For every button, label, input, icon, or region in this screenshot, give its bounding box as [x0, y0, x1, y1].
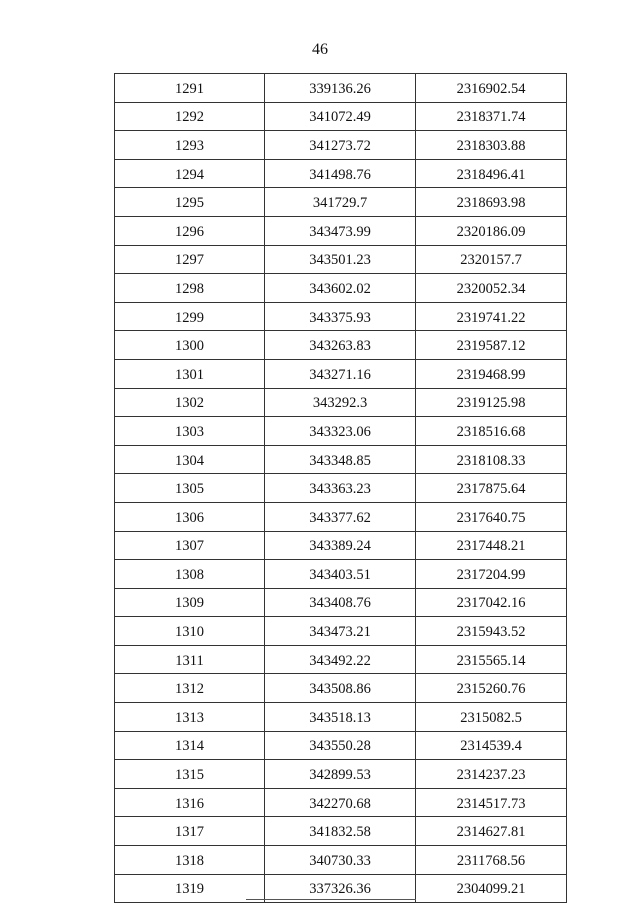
y-coordinate-cell: 2317204.99 — [416, 560, 567, 589]
table-row — [115, 560, 567, 589]
table-row — [115, 131, 567, 160]
y-coordinate-cell: 2319741.22 — [416, 302, 567, 331]
point-id-cell: 1318 — [115, 846, 265, 875]
table-row — [115, 788, 567, 817]
y-coordinate-cell: 2314627.81 — [416, 817, 567, 846]
y-coordinate-cell: 2318693.98 — [416, 188, 567, 217]
x-coordinate-cell: 342899.53 — [265, 760, 416, 789]
y-coordinate-cell: 2319125.98 — [416, 388, 567, 417]
point-id-cell: 1298 — [115, 274, 265, 303]
y-coordinate-cell: 2317448.21 — [416, 531, 567, 560]
x-coordinate-cell: 343602.02 — [265, 274, 416, 303]
x-coordinate-cell: 343501.23 — [265, 245, 416, 274]
table-row — [115, 474, 567, 503]
x-coordinate-cell: 343403.51 — [265, 560, 416, 589]
point-id-cell: 1308 — [115, 560, 265, 589]
bottom-rule — [246, 899, 416, 900]
x-coordinate-cell: 343375.93 — [265, 302, 416, 331]
x-coordinate-cell: 337326.36 — [265, 874, 416, 903]
x-coordinate-cell: 343389.24 — [265, 531, 416, 560]
x-coordinate-cell: 343377.62 — [265, 502, 416, 531]
x-coordinate-cell: 343408.76 — [265, 588, 416, 617]
y-coordinate-cell: 2315260.76 — [416, 674, 567, 703]
table-row — [115, 760, 567, 789]
y-coordinate-cell: 2318108.33 — [416, 445, 567, 474]
x-coordinate-cell: 341498.76 — [265, 159, 416, 188]
table-row — [115, 388, 567, 417]
point-id-cell: 1307 — [115, 531, 265, 560]
table-row — [115, 645, 567, 674]
point-id-cell: 1293 — [115, 131, 265, 160]
table-row — [115, 731, 567, 760]
x-coordinate-cell: 341072.49 — [265, 102, 416, 131]
x-coordinate-cell: 343473.99 — [265, 216, 416, 245]
y-coordinate-cell: 2320157.7 — [416, 245, 567, 274]
table-row — [115, 674, 567, 703]
point-id-cell: 1296 — [115, 216, 265, 245]
table-row — [115, 274, 567, 303]
x-coordinate-cell: 342270.68 — [265, 788, 416, 817]
point-id-cell: 1309 — [115, 588, 265, 617]
point-id-cell: 1310 — [115, 617, 265, 646]
y-coordinate-cell: 2317875.64 — [416, 474, 567, 503]
table-body — [115, 74, 567, 903]
table-row — [115, 817, 567, 846]
y-coordinate-cell: 2318516.68 — [416, 417, 567, 446]
y-coordinate-cell: 2315943.52 — [416, 617, 567, 646]
point-id-cell: 1319 — [115, 874, 265, 903]
point-id-cell: 1292 — [115, 102, 265, 131]
table-row — [115, 531, 567, 560]
table-row — [115, 74, 567, 103]
table-row — [115, 417, 567, 446]
x-coordinate-cell: 343508.86 — [265, 674, 416, 703]
y-coordinate-cell: 2318303.88 — [416, 131, 567, 160]
point-id-cell: 1297 — [115, 245, 265, 274]
point-id-cell: 1312 — [115, 674, 265, 703]
point-id-cell: 1317 — [115, 817, 265, 846]
x-coordinate-cell: 343348.85 — [265, 445, 416, 474]
table-row — [115, 359, 567, 388]
y-coordinate-cell: 2320052.34 — [416, 274, 567, 303]
x-coordinate-cell: 343473.21 — [265, 617, 416, 646]
x-coordinate-cell: 339136.26 — [265, 74, 416, 103]
y-coordinate-cell: 2317042.16 — [416, 588, 567, 617]
point-id-cell: 1301 — [115, 359, 265, 388]
point-id-cell: 1291 — [115, 74, 265, 103]
point-id-cell: 1316 — [115, 788, 265, 817]
point-id-cell: 1295 — [115, 188, 265, 217]
x-coordinate-cell: 341729.7 — [265, 188, 416, 217]
y-coordinate-cell: 2311768.56 — [416, 846, 567, 875]
point-id-cell: 1294 — [115, 159, 265, 188]
y-coordinate-cell: 2315565.14 — [416, 645, 567, 674]
point-id-cell: 1305 — [115, 474, 265, 503]
x-coordinate-cell: 343323.06 — [265, 417, 416, 446]
x-coordinate-cell: 343550.28 — [265, 731, 416, 760]
y-coordinate-cell: 2319587.12 — [416, 331, 567, 360]
x-coordinate-cell: 343271.16 — [265, 359, 416, 388]
y-coordinate-cell: 2319468.99 — [416, 359, 567, 388]
point-id-cell: 1311 — [115, 645, 265, 674]
table-row — [115, 188, 567, 217]
point-id-cell: 1299 — [115, 302, 265, 331]
point-id-cell: 1302 — [115, 388, 265, 417]
y-coordinate-cell: 2315082.5 — [416, 703, 567, 732]
point-id-cell: 1314 — [115, 731, 265, 760]
table-row — [115, 245, 567, 274]
table-row — [115, 502, 567, 531]
y-coordinate-cell: 2317640.75 — [416, 502, 567, 531]
y-coordinate-cell: 2314539.4 — [416, 731, 567, 760]
table-row — [115, 703, 567, 732]
x-coordinate-cell: 340730.33 — [265, 846, 416, 875]
point-id-cell: 1315 — [115, 760, 265, 789]
x-coordinate-cell: 341832.58 — [265, 817, 416, 846]
coordinate-table — [114, 73, 567, 903]
y-coordinate-cell: 2304099.21 — [416, 874, 567, 903]
point-id-cell: 1303 — [115, 417, 265, 446]
point-id-cell: 1304 — [115, 445, 265, 474]
page-number: 46 — [312, 41, 328, 58]
table-row — [115, 302, 567, 331]
x-coordinate-cell: 343363.23 — [265, 474, 416, 503]
table-row — [115, 159, 567, 188]
y-coordinate-cell: 2320186.09 — [416, 216, 567, 245]
table-row — [115, 102, 567, 131]
y-coordinate-cell: 2314237.23 — [416, 760, 567, 789]
point-id-cell: 1306 — [115, 502, 265, 531]
x-coordinate-cell: 343492.22 — [265, 645, 416, 674]
table-row — [115, 445, 567, 474]
x-coordinate-cell: 343292.3 — [265, 388, 416, 417]
y-coordinate-cell: 2314517.73 — [416, 788, 567, 817]
point-id-cell: 1300 — [115, 331, 265, 360]
y-coordinate-cell: 2318496.41 — [416, 159, 567, 188]
x-coordinate-cell: 343263.83 — [265, 331, 416, 360]
x-coordinate-cell: 343518.13 — [265, 703, 416, 732]
table-row — [115, 617, 567, 646]
table-row — [115, 216, 567, 245]
table-row — [115, 331, 567, 360]
y-coordinate-cell: 2316902.54 — [416, 74, 567, 103]
x-coordinate-cell: 341273.72 — [265, 131, 416, 160]
table-row — [115, 588, 567, 617]
table-row — [115, 846, 567, 875]
point-id-cell: 1313 — [115, 703, 265, 732]
y-coordinate-cell: 2318371.74 — [416, 102, 567, 131]
